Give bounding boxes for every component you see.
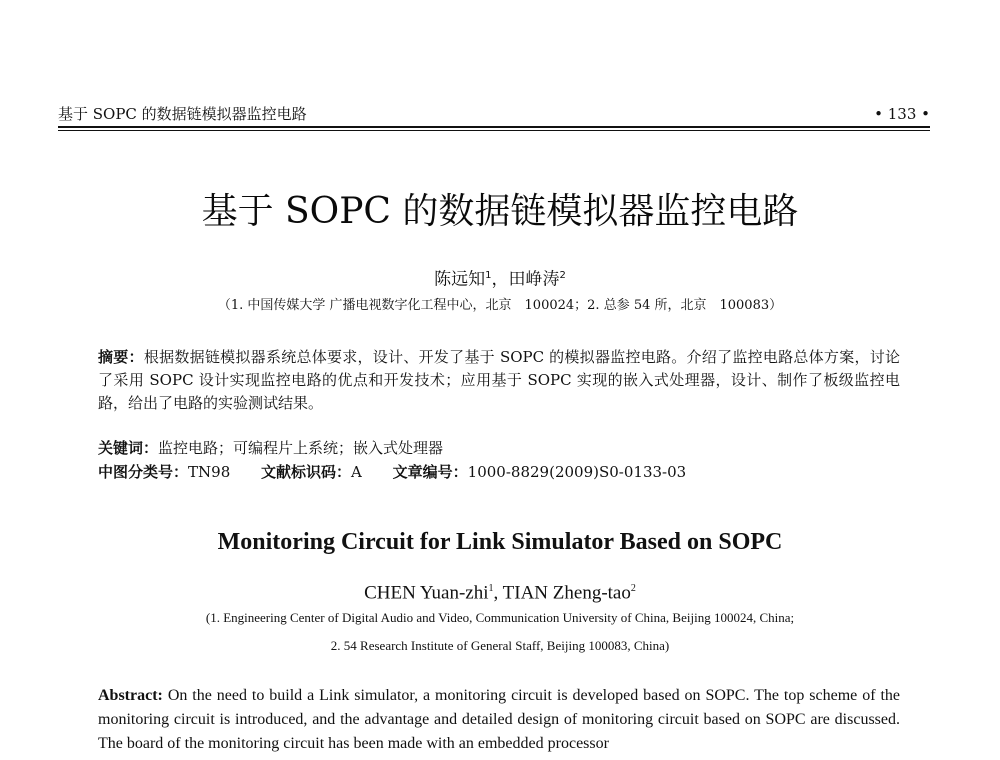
abstract-cn	[98, 346, 900, 415]
author-en-2: TIAN Zheng-tao	[502, 582, 631, 604]
author-en-1: CHEN Yuan-zhi	[364, 582, 489, 604]
keywords-cn-label: 关键词：	[98, 439, 159, 457]
abstract-en-text: On the need to build a Link simulator, a monitoring circuit is developed based on SOPC. The top scheme of the monitoring circuit is introduced, and the advantage and detailed design of monitoring circuit based on SOPC are discussed. The board of the monitoring circuit has been made with an embedded processor	[98, 687, 901, 752]
clc-label: 中图分类号：	[98, 463, 189, 481]
abstract-en-label: Abstract:	[98, 687, 163, 704]
affiliation-en-line-1: (1. Engineering Center of Digital Audio and Video, Communication University of China, Beijing 100024, China;	[205, 610, 795, 625]
author-en-1-affil-mark: 1	[488, 583, 494, 594]
running-header	[58, 104, 930, 124]
abstract-cn-text: 根据数据链模拟器系统总体要求，设计、开发了基于 SOPC 的模拟器监控电路。介绍了监控电路总体方案，讨论了采用 SOPC 设计实现监控电路的优点和开发技术；应用基于 SOPC 实现的嵌入式处理器，设计、制作了板级监控电路，给出了电路的实验测试结果。	[98, 348, 900, 412]
running-title: 基于 SOPC 的数据链模拟器监控电路	[58, 105, 307, 123]
clc-value: TN98	[188, 463, 231, 481]
doc-code-label: 文献标识码：	[261, 463, 352, 481]
abstract-cn-label: 摘要：	[98, 348, 144, 366]
article-no-item	[393, 461, 687, 484]
article-no-value: 1000-8829(2009)S0-0133-03	[467, 463, 687, 481]
author-cn-1: 陈远知	[434, 269, 486, 290]
paper-title-cn: 基于 SOPC 的数据链模拟器监控电路	[201, 191, 799, 232]
author-cn-1-affil-mark: 1	[485, 270, 492, 281]
doc-code-value: A	[351, 463, 362, 481]
article-no-label: 文章编号：	[392, 463, 468, 481]
clc-item	[98, 461, 230, 484]
authors-cn	[0, 264, 1000, 292]
keywords-cn-text: 监控电路；可编程片上系统；嵌入式处理器	[158, 439, 444, 457]
page-number: • 133 •	[874, 105, 930, 123]
header-rule-thick	[58, 126, 930, 128]
author-en-2-affil-mark: 2	[630, 583, 636, 594]
author-cn-2-affil-mark: 2	[559, 270, 566, 281]
author-cn-separator: ，	[491, 269, 509, 290]
keywords-cn	[98, 437, 900, 460]
header-rule-thin	[58, 130, 930, 131]
affiliation-cn: （1. 中国传媒大学 广播电视数字化工程中心，北京 100024；2. 总参 54 所，北京 100083）	[217, 298, 783, 313]
paper-title-en: Monitoring Circuit for Link Simulator Based on SOPC	[217, 529, 783, 555]
authors-en	[0, 576, 1000, 606]
author-en-separator: ,	[493, 582, 503, 604]
author-cn-2: 田峥涛	[508, 269, 560, 290]
doc-code-item	[261, 461, 362, 484]
affiliation-en-line-2: 2. 54 Research Institute of General Staff, Beijing 100083, China)	[330, 638, 670, 653]
classification-line	[98, 461, 900, 484]
abstract-en	[98, 684, 900, 756]
